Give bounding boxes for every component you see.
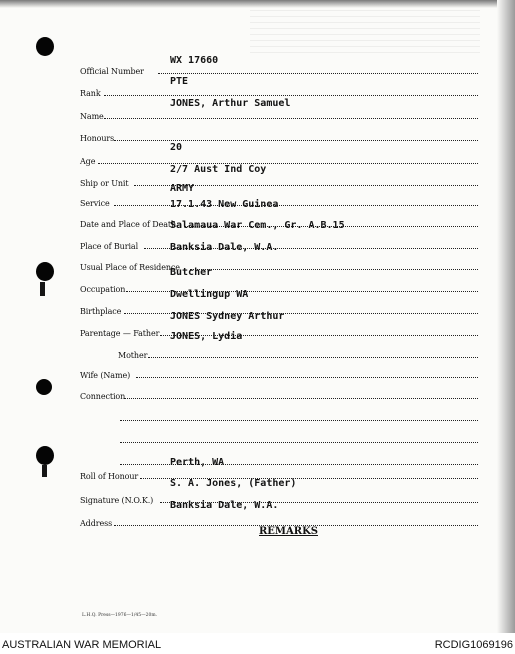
- field-label: Service: [80, 199, 110, 208]
- clip-mark-icon: [42, 465, 47, 477]
- dotted-line: [114, 140, 478, 141]
- father-value: JONES Sydney Arthur: [170, 311, 285, 322]
- field-parentage-father: [80, 320, 478, 338]
- field-rank: [80, 80, 478, 98]
- signature-value: S. A. Jones, (Father): [170, 478, 297, 489]
- field-official-number: [80, 58, 478, 76]
- punch-hole-icon: [36, 262, 54, 281]
- address-value: Banksia Dale, W.A.: [170, 500, 279, 511]
- field-label: Signature (N.O.K.): [80, 496, 154, 505]
- connection-continuation-line: [120, 405, 478, 423]
- rank-value: PTE: [170, 76, 189, 87]
- dotted-line: [158, 73, 478, 74]
- field-age: [80, 148, 478, 166]
- field-parentage-mother: [118, 342, 478, 360]
- field-signature-nok: [80, 487, 478, 505]
- field-label: Connection: [80, 392, 126, 401]
- dotted-line: [114, 205, 478, 206]
- archive-name: AUSTRALIAN WAR MEMORIAL: [2, 639, 162, 651]
- dotted-line: [120, 442, 478, 443]
- occupation-value: Butcher: [170, 267, 213, 278]
- field-label: Ship or Unit: [80, 179, 129, 188]
- field-label: Birthplace: [80, 307, 122, 316]
- field-label: Occupation: [80, 285, 126, 294]
- dotted-line: [136, 377, 478, 378]
- place-of-burial-value: Salamaua War Cem., Gr. A.B.15: [170, 220, 345, 231]
- date-place-of-death-value: 17.1.43 New Guinea: [170, 199, 279, 210]
- scan-edge-top: [0, 0, 515, 8]
- clip-mark-icon: [40, 282, 45, 296]
- field-label: Age: [80, 157, 96, 166]
- dotted-line: [148, 357, 478, 358]
- field-label: Mother: [118, 351, 148, 360]
- service-value: ARMY: [170, 183, 195, 194]
- name-value: JONES, Arthur Samuel: [170, 98, 291, 109]
- mother-value: JONES, Lydia: [170, 331, 243, 342]
- field-label: Date and Place of Death: [80, 220, 177, 229]
- dotted-line: [124, 398, 478, 399]
- field-wife: [80, 362, 478, 380]
- field-label: Usual Place of Residence: [80, 263, 180, 272]
- connection-continuation-line: [120, 427, 478, 445]
- official-number-value: WX 17660: [170, 55, 219, 66]
- age-value: 20: [170, 142, 183, 153]
- field-label: Address: [80, 519, 113, 528]
- usual-residence-value: Banksia Dale, W.A.: [170, 242, 279, 253]
- punch-hole-icon: [36, 37, 54, 56]
- record-id: RCDIG1069196: [434, 639, 513, 651]
- show-through-lines: [250, 10, 480, 58]
- remarks-heading: REMARKS: [259, 526, 318, 537]
- ship-or-unit-value: 2/7 Aust Ind Coy: [170, 164, 267, 175]
- field-label: Official Number: [80, 67, 144, 76]
- birthplace-value: Dwellingup WA: [170, 289, 249, 300]
- field-label: Wife (Name): [80, 371, 131, 380]
- dotted-line: [190, 269, 478, 270]
- punch-hole-icon: [36, 446, 54, 465]
- punch-hole-icon: [36, 379, 52, 395]
- field-occupation: [80, 276, 478, 294]
- field-usual-residence: [80, 254, 478, 272]
- scan-edge-right: [497, 0, 515, 633]
- field-label: Rank: [80, 89, 101, 98]
- printer-imprint: L.H.Q. Press—1976—1/45—20m.: [82, 613, 158, 618]
- field-label: Place of Burial: [80, 242, 139, 251]
- field-label: Honours: [80, 134, 115, 143]
- field-ship-or-unit: [80, 170, 478, 188]
- dotted-line: [104, 95, 478, 96]
- field-honours: [80, 125, 478, 143]
- dotted-line: [120, 420, 478, 421]
- dotted-line: [98, 163, 478, 164]
- field-label: Parentage — Father: [80, 329, 160, 338]
- field-label: Roll of Honour: [80, 472, 139, 481]
- field-connection: [80, 383, 478, 401]
- field-place-of-burial: [80, 233, 478, 251]
- field-label: Name: [80, 112, 104, 121]
- field-service: [80, 190, 478, 208]
- archive-footer: [0, 633, 515, 654]
- roll-of-honour-value: Perth, WA: [170, 457, 225, 468]
- dotted-line: [104, 118, 478, 119]
